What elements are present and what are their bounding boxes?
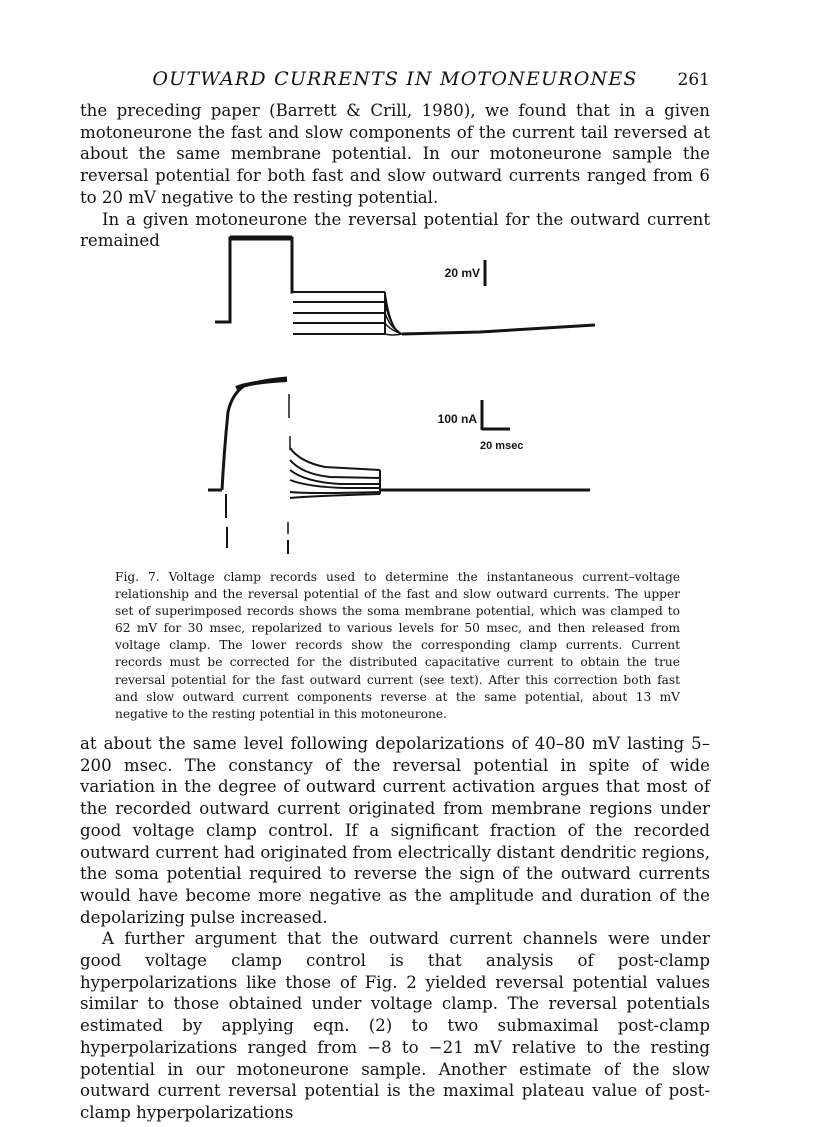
current-tail-6	[290, 494, 380, 498]
current-plateau	[236, 380, 287, 388]
figure-7	[180, 222, 620, 562]
current-tail-1	[290, 448, 380, 470]
body-text-bottom	[80, 733, 710, 1124]
paragraph-1: the preceding paper (Barrett & Crill, 1980), we found that in a given motoneurone the fast and slow components of the current tail reversed at about the same membrane potential. In our motoneurone sample the reversal potential for both fast and slow outward currents ranged from 6 to 20 mV negative to the resting potential.	[80, 101, 710, 207]
current-onset	[222, 378, 287, 490]
paragraph-2: In a given motoneurone the reversal potential for the outward current remained	[80, 209, 710, 251]
paragraph-3: at about the same level following depolarizations of 40–80 mV lasting 5–200 msec. The constancy of the reversal potential in spite of wide variation in the degree of outward current activation argues that most of the recorded outward current originated from membrane regions under good voltage clamp control. If a significant fraction of the recorded outward current had originated from electrically distant dendritic regions, the soma potential required to reverse the sign of the outward currents would have become more negative as the amplitude and duration of the depolarizing pulse increased.	[80, 734, 710, 927]
voltage-baseline-after	[402, 325, 595, 334]
figure-caption	[115, 569, 680, 723]
scale-label-time: 20 msec	[480, 440, 524, 452]
voltage-clamp-records	[180, 222, 620, 562]
scale-label-voltage: 20 mV	[444, 266, 480, 280]
running-head	[80, 66, 710, 96]
scale-label-current: 100 nA	[437, 412, 477, 426]
running-title: OUTWARD CURRENTS IN MOTONEURONES	[152, 68, 638, 90]
caption-text: Fig. 7. Voltage clamp records used to determine the instantaneous current–voltage relationship and the reversal potential of the fast and slow outward currents. The upper set of superimposed records shows the soma membrane potential, which was clamped to 62 mV for 30 msec, repolarized to various levels for 50 msec, and then released from voltage clamp. The lower records show the corresponding clamp currents. Current records must be corrected for the distributed capacitative current to obtain the true reversal potential for the fast outward current (see text). After this correction both fast and slow outward current components reverse at the same potential, about 13 mV negative to the resting potential in this motoneurone.	[115, 570, 680, 721]
page-number: 261	[677, 70, 710, 90]
current-tail-5	[290, 492, 380, 493]
paragraph-4: A further argument that the outward current channels were under good voltage clamp control is that analysis of post-clamp hyperpolarizations like those of Fig. 2 yielded reversal potential values similar to those obtained under voltage clamp. The reversal potentials estimated by applying eqn. (2) to two submaximal post-clamp hyperpolarizations ranged from −8 to −21 mV relative to the resting potential in our motoneurone sample. Another estimate of the slow outward current reversal potential is the maximal plateau value of post-clamp hyperpolarizations	[80, 929, 710, 1122]
voltage-converge	[385, 292, 402, 335]
voltage-trace-pulse	[215, 238, 293, 322]
